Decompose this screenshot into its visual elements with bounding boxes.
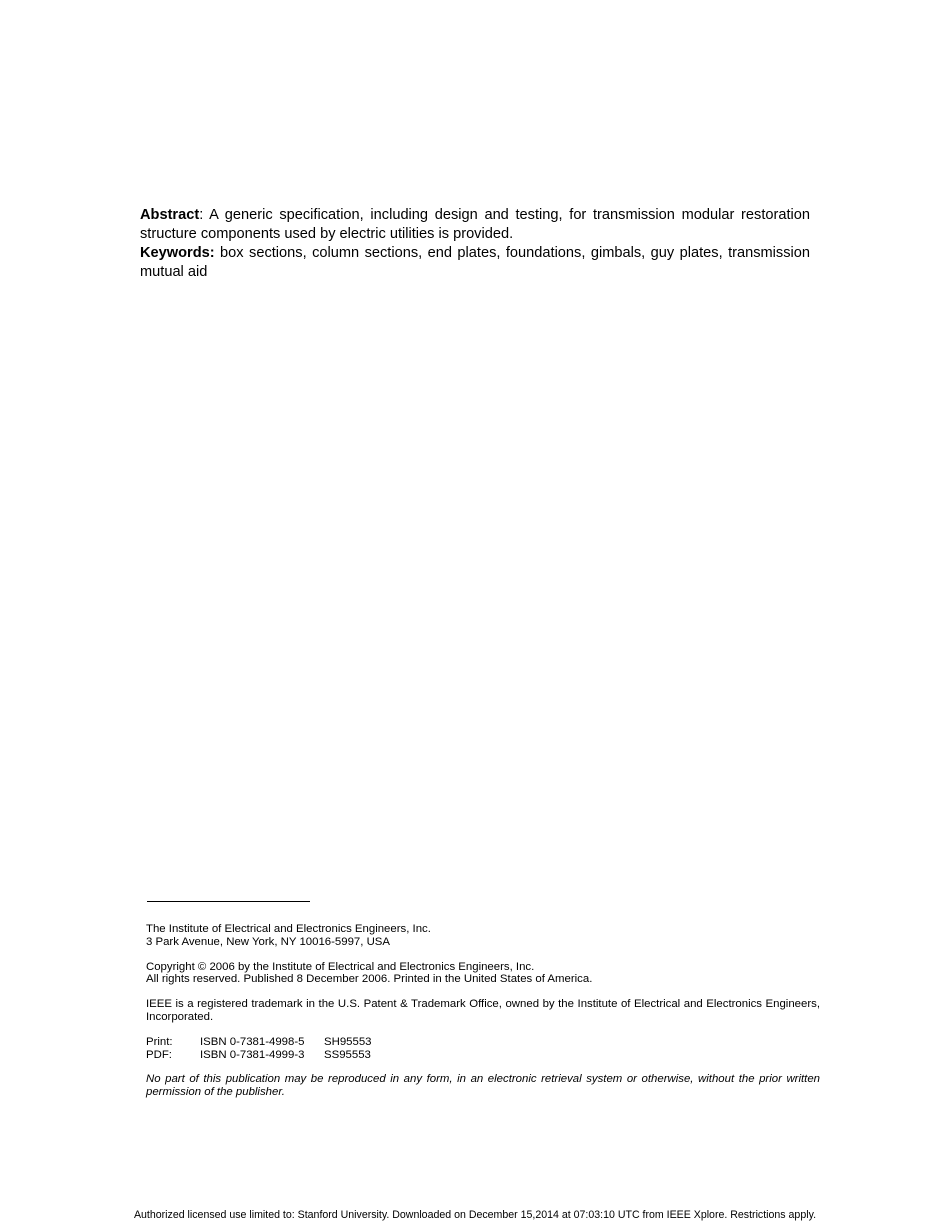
isbn-row-pdf <box>146 1049 820 1062</box>
copyright-line-1: Copyright © 2006 by the Institute of Electrical and Electronics Engineers, Inc. <box>146 960 535 973</box>
copyright-line-2: All rights reserved. Published 8 December 2006. Printed in the United States of America. <box>146 973 593 986</box>
isbn-code: SH95553 <box>324 1035 372 1048</box>
isbn-number: ISBN 0-7381-4998-5 <box>200 1035 305 1048</box>
isbn-row-print <box>146 1036 820 1049</box>
trademark-notice: IEEE is a registered trademark in the U.S. Patent & Trademark Office, owned by the Institute of Electrical and Electronics Engineers, Incorporated. <box>146 998 820 1023</box>
license-footer <box>0 1209 950 1221</box>
copyright-block <box>146 961 820 987</box>
footnote-divider <box>147 901 310 902</box>
publisher-name: The Institute of Electrical and Electronics Engineers, Inc. <box>146 923 431 935</box>
abstract-section <box>140 206 810 282</box>
isbn-number: ISBN 0-7381-4999-3 <box>200 1048 305 1061</box>
publisher-address: 3 Park Avenue, New York, NY 10016-5997, USA <box>146 935 391 948</box>
publisher-info <box>146 923 820 1111</box>
isbn-label: PDF: <box>146 1048 172 1061</box>
isbn-block <box>146 1036 820 1062</box>
keywords-label: Keywords: <box>140 245 215 261</box>
isbn-label: Print: <box>146 1035 173 1048</box>
isbn-code: SS95553 <box>324 1048 371 1061</box>
keywords-paragraph <box>140 244 810 282</box>
abstract-text: : A generic specification, including design and testing, for transmission modular restoration structure components used by electric utilities is provided. <box>140 207 810 242</box>
publisher-address-block <box>146 923 820 949</box>
reproduction-notice: No part of this publication may be reproduced in any form, in an electronic retrieval system or otherwise, without the prior written permission of the publisher. <box>146 1073 820 1099</box>
abstract-paragraph <box>140 206 810 244</box>
abstract-label: Abstract <box>140 207 200 223</box>
license-footer-text: Authorized licensed use limited to: Stanford University. Downloaded on December 15,2014 at 07:03:10 UTC from IEEE Xplore. Restrictions apply. <box>133 1209 817 1221</box>
keywords-text: box sections, column sections, end plates, foundations, gimbals, guy plates, transmission mutual aid <box>140 245 810 280</box>
